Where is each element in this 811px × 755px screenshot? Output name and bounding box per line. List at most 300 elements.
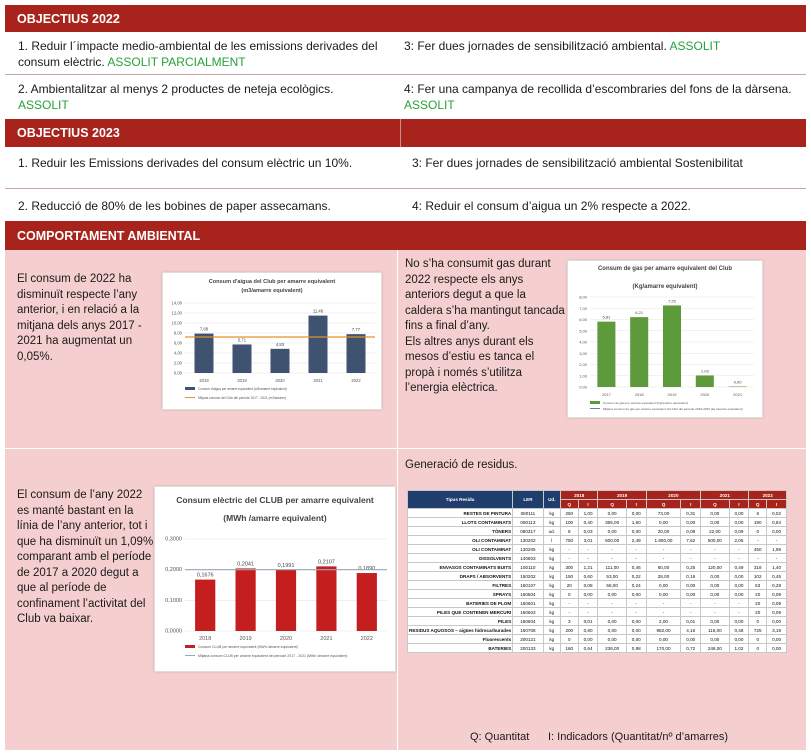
- table-cell: 0,08: [578, 581, 598, 590]
- table-year-header: 2018: [560, 491, 598, 500]
- table-cell: -: [578, 554, 598, 563]
- table-cell: 0,00: [646, 590, 681, 599]
- table-cell: -: [598, 545, 626, 554]
- data-label: 7,77: [351, 327, 361, 333]
- obj2023-item-4: 4: Reduir el consum d’aigua un 2% respecte a 2022.: [412, 199, 691, 213]
- obj2022-item-4: [394, 77, 804, 117]
- table-cell: 0,46: [626, 563, 646, 572]
- table-cell: kg: [543, 599, 560, 608]
- obj2022-item-3-status: ASSOLIT: [669, 39, 721, 53]
- table-cell: 150: [560, 572, 578, 581]
- table-cell: kg: [543, 545, 560, 554]
- table-cell: -: [626, 554, 646, 563]
- table-cell: 0,98: [626, 644, 646, 653]
- table-cell: 0,28: [767, 581, 787, 590]
- table-cell: 0,00: [767, 635, 787, 644]
- table-cell: 0,00: [681, 590, 701, 599]
- obj2022-item-4-status: ASSOLIT: [404, 98, 455, 112]
- table-cell: 130202: [513, 536, 543, 545]
- table-subheader: I: [681, 500, 701, 509]
- header-divider: [400, 119, 401, 147]
- table-cell: 0,00: [626, 590, 646, 599]
- data-label: 5,81: [602, 314, 611, 320]
- y-tick-label: 12,00: [171, 310, 182, 316]
- legend-entry: Mitjana consum CLUB per amarre equivalent del període 2017 - 2021 (MWh /amarre equivalent): [198, 654, 348, 658]
- table-cell: 160107: [513, 581, 543, 590]
- table-cell: 160708: [513, 626, 543, 635]
- table-cell: 0,00: [626, 617, 646, 626]
- bar: [630, 317, 648, 387]
- table-cell: 0,25: [681, 563, 701, 572]
- table-cell: -: [701, 554, 729, 563]
- table-cell: -: [767, 554, 787, 563]
- table-cell: 0,60: [578, 572, 598, 581]
- data-label: 5,71: [237, 337, 247, 343]
- table-cell: 20,00: [646, 527, 681, 536]
- table-cell: 0,48: [729, 626, 749, 635]
- table-column-header: Tipus Residu: [408, 491, 513, 509]
- table-cell: -: [701, 545, 729, 554]
- objectius-2023-header: OBJECTIUS 2023: [5, 119, 806, 147]
- table-cell: 2,00: [646, 617, 681, 626]
- gas-chart: [567, 260, 763, 418]
- table-cell: -: [701, 608, 729, 617]
- x-tick-label: 2017: [601, 392, 611, 397]
- table-cell: 0,22: [626, 572, 646, 581]
- table-cell: 2,49: [626, 536, 646, 545]
- table-row-label: DISSOLVENTS: [408, 554, 513, 563]
- table-cell: 160603: [513, 608, 543, 617]
- table-cell: 365,00: [598, 518, 626, 527]
- table-row: [408, 536, 787, 545]
- table-cell: 0: [749, 635, 767, 644]
- table-cell: 7,62: [681, 536, 701, 545]
- table-cell: 0,00: [729, 572, 749, 581]
- data-label: 0,1676: [196, 572, 214, 579]
- x-tick-label: 2019: [667, 392, 677, 397]
- table-year-header: 2021: [701, 491, 749, 500]
- table-row-label: ENVASOS CONTAMINATS BUITS: [408, 563, 513, 572]
- table-cell: -: [729, 608, 749, 617]
- legend-entry: Consum d'aigua per amarre equivalent (m3/amarre equivalent): [198, 387, 287, 391]
- table-cell: 2,05: [729, 536, 749, 545]
- table-cell: 0,00: [767, 527, 787, 536]
- table-cell: 1,00: [578, 509, 598, 518]
- data-label: 0,2041: [237, 561, 255, 568]
- table-cell: 116,00: [701, 626, 729, 635]
- table-cell: 236,00: [598, 644, 626, 653]
- table-cell: -: [749, 536, 767, 545]
- x-tick-label: 2021: [320, 636, 333, 642]
- table-year-header: 2022: [749, 491, 787, 500]
- table-cell: 248,00: [701, 644, 729, 653]
- x-tick-label: 2020: [700, 392, 710, 397]
- y-tick-label: 3,00: [579, 350, 587, 356]
- table-cell: 0,45: [767, 572, 787, 581]
- table-cell: 0,00: [626, 527, 646, 536]
- table-row: [408, 518, 787, 527]
- obj2023-item-1: 1. Reduir les Emissions derivades del consum elèctric un 10%.: [18, 156, 353, 170]
- table-cell: 130205: [513, 545, 543, 554]
- objectius-2022-header: OBJECTIUS 2022: [5, 5, 806, 32]
- table-cell: 318: [749, 563, 767, 572]
- x-tick-label: 2018: [199, 636, 212, 642]
- table-cell: kg: [543, 608, 560, 617]
- table-cell: 0,02: [767, 509, 787, 518]
- table-cell: 0,00: [598, 590, 626, 599]
- table-cell: 250: [560, 509, 578, 518]
- table-cell: -: [598, 599, 626, 608]
- table-column-header: LER: [513, 491, 543, 509]
- table-cell: 150110: [513, 563, 543, 572]
- table-cell: 0,00: [646, 581, 681, 590]
- table-cell: 0,01: [578, 617, 598, 626]
- table-cell: 3: [560, 617, 578, 626]
- comportament-header: COMPORTAMENT AMBIENTAL: [5, 221, 806, 250]
- table-row: [408, 617, 787, 626]
- table-cell: 1,40: [767, 563, 787, 572]
- legend-entry: Mitjana consum del Club del període 2017 - 2021 (m3/amarre): [198, 396, 287, 400]
- y-tick-label: 0,00: [579, 384, 587, 390]
- table-cell: kg: [543, 626, 560, 635]
- table-cell: -: [560, 608, 578, 617]
- table-cell: 0: [749, 644, 767, 653]
- obj2022-item-1-status: ASSOLIT PARCIALMENT: [107, 55, 246, 69]
- table-cell: 8: [560, 527, 578, 536]
- table-subheader: I: [729, 500, 749, 509]
- table-cell: -: [560, 554, 578, 563]
- table-cell: -: [626, 608, 646, 617]
- bar: [309, 316, 328, 373]
- obj2023-item-2: 2. Reducció de 80% de les bobines de paper assecamans.: [18, 199, 331, 213]
- table-cell: -: [560, 599, 578, 608]
- table-cell: 0,00: [681, 635, 701, 644]
- bar: [271, 349, 290, 373]
- obj2022-item-2: [8, 77, 393, 117]
- table-cell: 190: [749, 518, 767, 527]
- table-cell: 0,00: [701, 518, 729, 527]
- legend-entry: Mitjana consum de gas per amarre equivalent del Club del període 2018-2020 (kg /amarre equivalent): [603, 407, 743, 411]
- table-cell: 500,00: [701, 536, 729, 545]
- y-tick-label: 10,00: [171, 320, 182, 326]
- table-cell: 20: [749, 599, 767, 608]
- table-cell: 200133: [513, 644, 543, 653]
- table-cell: 450: [749, 545, 767, 554]
- table-cell: 0,00: [729, 509, 749, 518]
- bar: [236, 568, 256, 631]
- gas-text: No s’ha consumit gas durant 2022 respecte els anys anteriors degut a que la caldera s’ha mantingut tancada fins a final d’any. Els altres anys durant els mesos d’estiu es tanca el propà i només s’utilitza l’energia elèctrica.: [405, 258, 565, 394]
- table-cell: 0,00: [626, 509, 646, 518]
- table-row-label: FILTRES: [408, 581, 513, 590]
- table-cell: 1,50: [626, 518, 646, 527]
- table-row: [408, 563, 787, 572]
- obj2022-item-2-status: ASSOLIT: [18, 98, 69, 112]
- obj2022-item-4-text: 4: Fer una campanya de recollida d’escombraries del fons de la dàrsena.: [404, 82, 792, 96]
- y-tick-label: 0,2000: [165, 567, 182, 574]
- water-text: El consum de 2022 ha disminuït respecte l’any anterior, i en relació a la mitjana dels anys 2017 - 2021 ha augmentat un 0,05%.: [17, 273, 142, 363]
- table-cell: 0,49: [729, 563, 749, 572]
- legend-swatch: [185, 645, 195, 648]
- table-subheader: Q: [560, 500, 578, 509]
- table-row: [408, 527, 787, 536]
- table-cell: 600,00: [598, 536, 626, 545]
- bar: [357, 573, 377, 631]
- data-label: 0,1991: [277, 562, 295, 569]
- table-cell: -: [729, 599, 749, 608]
- table-cell: -: [646, 608, 681, 617]
- table-cell: -: [681, 599, 701, 608]
- y-tick-label: 6,00: [579, 317, 587, 322]
- table-cell: 20: [749, 590, 767, 599]
- table-cell: 0,00: [767, 617, 787, 626]
- table-cell: 0,00: [646, 635, 681, 644]
- table-cell: 0,00: [598, 635, 626, 644]
- y-tick-label: 8,00: [579, 294, 587, 300]
- table-cell: -: [626, 599, 646, 608]
- table-cell: 982,00: [646, 626, 681, 635]
- data-label: 6,21: [635, 310, 644, 316]
- data-label: 1,03: [700, 368, 709, 374]
- table-cell: 53,00: [598, 572, 626, 581]
- table-cell: 170,00: [646, 644, 681, 653]
- table-cell: 0,00: [626, 635, 646, 644]
- table-column-header: Ud.: [543, 491, 560, 509]
- elec-text: El consum de l’any 2022 es manté bastant en la línia de l’any anterior, tot i que ha disminuït un 1,09% comparant amb el període de 2017 a 2020 degut a que al període de confinament l’activitat del Club va baixar.: [17, 489, 154, 625]
- table-cell: 102: [749, 572, 767, 581]
- table-cell: -: [767, 536, 787, 545]
- data-label: 11,48: [312, 308, 324, 314]
- table-year-header: 2020: [646, 491, 701, 500]
- y-tick-label: 6,00: [173, 340, 182, 346]
- obj2022-item-3-text: 3: Fer dues jornades de sensibilització ambiental.: [404, 39, 667, 53]
- legend-swatch: [185, 387, 195, 390]
- table-cell: 0,16: [681, 572, 701, 581]
- legend-entry: Consum CLUB per amarre equivalent (MWh /amarre equivalent): [198, 645, 298, 649]
- table-cell: -: [646, 545, 681, 554]
- y-tick-label: 14,00: [171, 300, 182, 306]
- table-header-row: [408, 491, 787, 500]
- table-row: [408, 509, 787, 518]
- chart-title: Consum elèctric del CLUB per amarre equivalent: [176, 495, 374, 505]
- table-cell: 3,19: [767, 626, 787, 635]
- table-cell: kg: [543, 635, 560, 644]
- table-cell: kg: [543, 590, 560, 599]
- table-row: [408, 599, 787, 608]
- x-tick-label: 2020: [275, 378, 285, 383]
- table-cell: 0,09: [767, 608, 787, 617]
- table-cell: 0,08: [681, 527, 701, 536]
- legend-entry: Consum de gas per amarre equivalent (Kg/amarre equivalent): [603, 401, 688, 405]
- data-label: 7,25: [668, 298, 676, 304]
- chart-subtitle: (m3/amarre equivalent): [241, 288, 303, 294]
- y-tick-label: 0,00: [173, 370, 182, 376]
- table-cell: -: [598, 554, 626, 563]
- obj2022-item-1-text: 1. Reduir l´impacte medio-ambiental de les emissions derivades del consum elèctric.: [18, 39, 378, 69]
- table-cell: 0,00: [701, 590, 729, 599]
- table-cell: 725: [749, 626, 767, 635]
- table-cell: 0,00: [767, 644, 787, 653]
- table-cell: kg: [543, 509, 560, 518]
- table-cell: 0,00: [578, 590, 598, 599]
- table-cell: 150202: [513, 572, 543, 581]
- table-cell: 0,01: [681, 617, 701, 626]
- table-cell: 0,09: [767, 590, 787, 599]
- y-tick-label: 2,00: [173, 360, 182, 366]
- table-cell: 0,64: [578, 644, 598, 653]
- table-cell: -: [578, 545, 598, 554]
- table-row: [408, 635, 787, 644]
- y-tick-label: 4,00: [173, 350, 182, 356]
- table-cell: -: [729, 554, 749, 563]
- table-cell: 0,03: [578, 527, 598, 536]
- data-label: 0,1890: [358, 566, 376, 573]
- table-cell: l: [543, 536, 560, 545]
- data-label: 0,00: [733, 379, 742, 385]
- table-cell: -: [560, 545, 578, 554]
- table-cell: 1,98: [767, 545, 787, 554]
- table-cell: 160: [560, 644, 578, 653]
- chart-subtitle: (Kg/amarre equivalent): [632, 284, 698, 290]
- table-row: [408, 608, 787, 617]
- table-year-header: 2019: [598, 491, 646, 500]
- waste-table: [407, 490, 787, 653]
- table-cell: 1,21: [578, 563, 598, 572]
- table-cell: 73,00: [646, 509, 681, 518]
- table-cell: 6: [749, 509, 767, 518]
- x-tick-label: 2020: [279, 636, 293, 642]
- bar: [316, 566, 336, 631]
- table-cell: 3,01: [578, 536, 598, 545]
- divider: [5, 74, 806, 75]
- bar: [195, 334, 214, 373]
- table-cell: 0,00: [701, 572, 729, 581]
- table-row-label: Fluorescents: [408, 635, 513, 644]
- table-cell: 0,00: [598, 626, 626, 635]
- table-cell: -: [646, 554, 681, 563]
- table-cell: kg: [543, 644, 560, 653]
- table-cell: 0: [749, 617, 767, 626]
- table-subheader: Q: [749, 500, 767, 509]
- bar: [663, 305, 681, 387]
- x-tick-label: 2018: [634, 392, 644, 397]
- table-cell: 0,00: [598, 617, 626, 626]
- table-cell: 0,00: [729, 617, 749, 626]
- table-cell: kg: [543, 518, 560, 527]
- chart-title: Consum d'aigua del Club per amarre equivalent: [208, 279, 336, 285]
- table-cell: 0,84: [767, 518, 787, 527]
- table-cell: 200121: [513, 635, 543, 644]
- table-cell: 140603: [513, 554, 543, 563]
- table-row-label: DRAPS / ABSORVENTS: [408, 572, 513, 581]
- table-cell: -: [729, 545, 749, 554]
- table-cell: 0: [749, 527, 767, 536]
- table-cell: 28,00: [646, 572, 681, 581]
- bar: [276, 570, 296, 631]
- bar: [233, 344, 252, 373]
- elec-chart: [154, 486, 396, 672]
- table-cell: 0,00: [701, 617, 729, 626]
- table-cell: -: [681, 608, 701, 617]
- table-row-label: SPRAYS: [408, 590, 513, 599]
- table-row-label: OLI CONTAMINAT: [408, 536, 513, 545]
- table-row: [408, 572, 787, 581]
- table-cell: kg: [543, 563, 560, 572]
- data-label: 0,2107: [317, 559, 335, 566]
- x-tick-label: 2021: [313, 378, 323, 383]
- table-row-label: RESIDUS AQUOSOS – aigües hidrocarburades: [409, 627, 512, 633]
- y-tick-label: 8,00: [173, 330, 182, 336]
- legend-swatch: [590, 401, 600, 404]
- table-cell: kg: [543, 572, 560, 581]
- x-tick-label: 2019: [239, 636, 252, 642]
- table-cell: 1.800,00: [646, 536, 681, 545]
- divider: [5, 188, 806, 189]
- table-row-label: PILES QUE CONTENEN MERCURI: [408, 608, 513, 617]
- obj2022-item-2-text: 2. Ambientalitzar al menys 2 productes de neteja ecològics.: [18, 82, 334, 96]
- table-cell: -: [578, 608, 598, 617]
- y-tick-label: 0,0000: [165, 628, 182, 635]
- footer-q: Q: Quantitat: [470, 731, 530, 743]
- table-row-label: LLOTS CONTAMINATS: [408, 518, 513, 527]
- table-cell: 080317: [513, 527, 543, 536]
- table-cell: 0,31: [681, 509, 701, 518]
- table-cell: -: [749, 554, 767, 563]
- table-cell: 300: [560, 563, 578, 572]
- table-cell: 0,40: [578, 518, 598, 527]
- table-cell: 750: [560, 536, 578, 545]
- table-row: [408, 644, 787, 653]
- x-tick-label: 2022: [351, 378, 361, 383]
- obj2023-item-3: 3: Fer dues jornades de sensibilització ambiental Sostenibilitat: [412, 156, 743, 170]
- table-cell: 0,00: [701, 635, 729, 644]
- table-row-label: OLI CONTAMINAT: [408, 545, 513, 554]
- table-row: [408, 545, 787, 554]
- table-cell: 120,00: [701, 563, 729, 572]
- table-cell: 0,80: [578, 626, 598, 635]
- table-row-label: BATERIES DE PLOM: [408, 599, 513, 608]
- x-tick-label: 2022: [360, 636, 373, 642]
- table-cell: 160504: [513, 590, 543, 599]
- table-cell: 63: [749, 581, 767, 590]
- table-row-label: PILES: [408, 617, 513, 626]
- y-tick-label: 1,00: [579, 373, 587, 379]
- table-subheader: Q: [598, 500, 626, 509]
- data-label: 7,88: [199, 326, 209, 332]
- table-cell: 20: [560, 581, 578, 590]
- table-cell: 0,00: [646, 518, 681, 527]
- table-cell: -: [598, 608, 626, 617]
- table-cell: 080111: [513, 509, 543, 518]
- table-cell: 0,00: [729, 581, 749, 590]
- table-cell: 0,00: [578, 635, 598, 644]
- bar: [597, 322, 615, 387]
- table-cell: 0,00: [729, 590, 749, 599]
- table-cell: 0,09: [729, 527, 749, 536]
- water-chart: [162, 272, 382, 410]
- table-cell: 200: [560, 626, 578, 635]
- table-cell: 0,24: [626, 581, 646, 590]
- table-cell: 160604: [513, 617, 543, 626]
- y-tick-label: 5,00: [579, 328, 587, 334]
- table-subheader: I: [767, 500, 787, 509]
- bar: [347, 334, 366, 373]
- table-cell: 0,00: [681, 581, 701, 590]
- table-cell: kg: [543, 554, 560, 563]
- table-row: [408, 554, 787, 563]
- table-cell: 60,00: [646, 563, 681, 572]
- table-cell: 58,00: [598, 581, 626, 590]
- table-cell: -: [578, 599, 598, 608]
